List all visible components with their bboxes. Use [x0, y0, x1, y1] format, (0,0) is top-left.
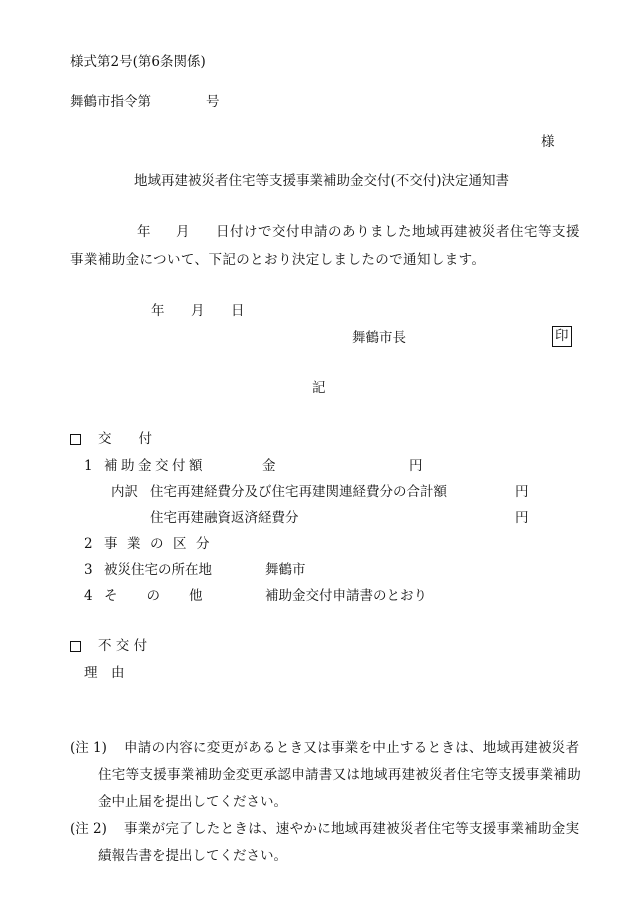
breakdown-item-1-unit: 円: [515, 484, 529, 500]
intro-year-label: 年: [137, 224, 151, 240]
grant-label: 交 付: [98, 431, 152, 447]
intro-line-2: 事業補助金について、下記のとおり決定しましたので通知します。: [70, 252, 486, 268]
note-2-line-2: 績報告書を提出してください。: [98, 848, 287, 864]
breakdown-item-2: 住宅再建融資返済経費分: [150, 510, 299, 526]
other-value: 補助金交付申請書のとおり: [265, 588, 427, 604]
date-year-label: 年: [151, 303, 165, 319]
form-number: 様式第2号(第6条関係): [70, 54, 206, 70]
reason-label: 理 由: [84, 665, 125, 681]
category-label: 事業の区分: [104, 536, 219, 552]
date-month-label: 月: [191, 303, 205, 319]
nongrant-checkbox[interactable]: [70, 641, 81, 652]
item-1-number: 1: [84, 458, 93, 474]
grant-checkbox[interactable]: [70, 434, 81, 445]
order-number-suffix: 号: [206, 94, 220, 110]
note-1-line-1: 申請の内容に変更があるとき又は事業を中止するときは、地域再建被災者: [124, 740, 580, 756]
note-2-line-1: 事業が完了したときは、速やかに地域再建被災者住宅等支援事業補助金実: [124, 821, 580, 837]
item-2-number: 2: [84, 536, 93, 552]
amount-unit: 円: [409, 458, 423, 474]
item-3-number: 3: [84, 562, 93, 578]
seal-mark: 印: [552, 326, 572, 347]
intro-line-1: 日付けで交付申請のありました地域再建被災者住宅等支援: [216, 224, 580, 240]
breakdown-item-1: 住宅再建経費分及び住宅再建関連経費分の合計額: [150, 484, 447, 500]
nongrant-option[interactable]: [70, 641, 81, 656]
breakdown-label: 内訳: [111, 484, 138, 500]
note-2-marker: (注 2): [70, 821, 107, 837]
ki-heading: 記: [312, 380, 326, 396]
note-1-line-3: 金中止届を提出してください。: [98, 794, 287, 810]
date-day-label: 日: [231, 303, 245, 319]
location-label: 被災住宅の所在地: [104, 562, 212, 578]
other-label: その他: [104, 588, 232, 604]
intro-month-label: 月: [176, 224, 190, 240]
document-title: 地域再建被災者住宅等支援事業補助金交付(不交付)決定通知書: [134, 173, 510, 189]
item-4-number: 4: [84, 588, 93, 604]
note-1-line-2: 住宅等支援事業補助金変更承認申請書又は地域再建被災者住宅等支援事業補助: [98, 767, 581, 783]
nongrant-label: 不 交 付: [98, 638, 148, 654]
seal-box: [552, 330, 572, 344]
order-number-prefix: 舞鶴市指令第: [70, 94, 151, 110]
addressee-suffix: 様: [541, 134, 555, 150]
grant-amount-label: 補助金交付額: [104, 458, 206, 474]
breakdown-item-2-unit: 円: [515, 510, 529, 526]
amount-prefix: 金: [262, 458, 276, 474]
note-1-marker: (注 1): [70, 740, 107, 756]
grant-option[interactable]: [70, 434, 81, 449]
location-value: 舞鶴市: [265, 562, 306, 578]
issuer-name: 舞鶴市長: [352, 330, 406, 346]
